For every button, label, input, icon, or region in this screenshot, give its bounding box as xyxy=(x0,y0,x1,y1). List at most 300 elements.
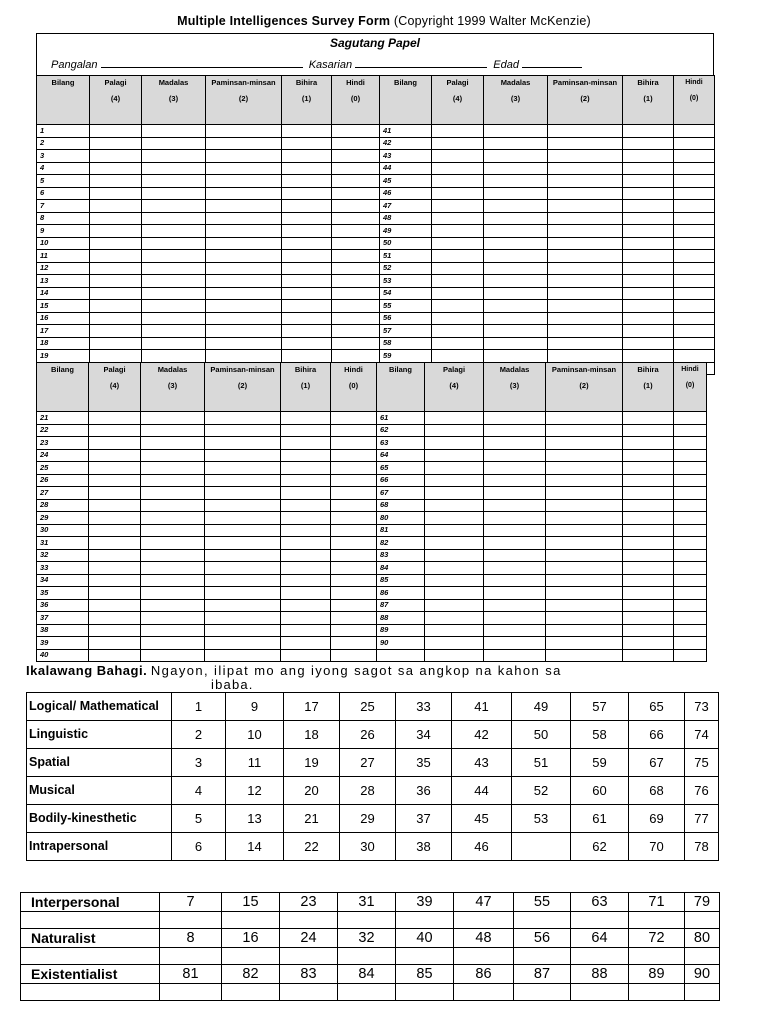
answer-cell[interactable] xyxy=(484,624,546,637)
score-cell[interactable] xyxy=(629,912,685,929)
answer-cell[interactable] xyxy=(206,312,282,325)
answer-cell[interactable] xyxy=(205,562,281,575)
answer-cell[interactable] xyxy=(425,637,484,650)
answer-cell[interactable] xyxy=(281,449,331,462)
answer-cell[interactable] xyxy=(432,300,484,313)
answer-cell[interactable] xyxy=(282,225,332,238)
answer-cell[interactable] xyxy=(432,137,484,150)
answer-cell[interactable] xyxy=(484,587,546,600)
answer-cell[interactable] xyxy=(546,637,623,650)
answer-cell[interactable] xyxy=(432,200,484,213)
answer-cell[interactable] xyxy=(432,312,484,325)
answer-cell[interactable] xyxy=(142,125,206,138)
answer-cell[interactable] xyxy=(332,312,380,325)
answer-cell[interactable] xyxy=(484,225,548,238)
answer-cell[interactable] xyxy=(484,462,546,475)
answer-cell[interactable] xyxy=(142,150,206,163)
answer-cell[interactable] xyxy=(425,449,484,462)
answer-cell[interactable] xyxy=(281,512,331,525)
answer-cell[interactable] xyxy=(484,125,548,138)
answer-cell[interactable] xyxy=(674,225,715,238)
answer-cell[interactable] xyxy=(90,275,142,288)
answer-cell[interactable] xyxy=(674,262,715,275)
score-cell[interactable] xyxy=(396,948,454,965)
answer-cell[interactable] xyxy=(142,187,206,200)
answer-cell[interactable] xyxy=(332,137,380,150)
answer-cell[interactable] xyxy=(674,337,715,350)
answer-cell[interactable] xyxy=(141,574,205,587)
answer-cell[interactable] xyxy=(332,337,380,350)
answer-cell[interactable] xyxy=(623,537,674,550)
answer-cell[interactable] xyxy=(425,599,484,612)
answer-cell[interactable] xyxy=(206,137,282,150)
answer-cell[interactable] xyxy=(282,312,332,325)
answer-cell[interactable] xyxy=(623,474,674,487)
answer-cell[interactable] xyxy=(282,250,332,263)
answer-cell[interactable] xyxy=(142,337,206,350)
answer-cell[interactable] xyxy=(90,175,142,188)
score-cell[interactable] xyxy=(514,948,571,965)
answer-cell[interactable] xyxy=(205,624,281,637)
answer-cell[interactable] xyxy=(281,649,331,662)
score-cell[interactable] xyxy=(160,984,222,1001)
answer-cell[interactable] xyxy=(548,325,623,338)
answer-cell[interactable] xyxy=(623,250,674,263)
answer-cell[interactable] xyxy=(484,449,546,462)
answer-cell[interactable] xyxy=(205,599,281,612)
answer-cell[interactable] xyxy=(206,287,282,300)
answer-cell[interactable] xyxy=(674,649,707,662)
answer-cell[interactable] xyxy=(281,624,331,637)
answer-cell[interactable] xyxy=(484,350,548,363)
answer-cell[interactable] xyxy=(425,499,484,512)
answer-cell[interactable] xyxy=(205,474,281,487)
answer-cell[interactable] xyxy=(89,537,141,550)
answer-cell[interactable] xyxy=(89,499,141,512)
answer-cell[interactable] xyxy=(90,300,142,313)
answer-cell[interactable] xyxy=(141,524,205,537)
answer-cell[interactable] xyxy=(332,225,380,238)
answer-cell[interactable] xyxy=(432,262,484,275)
answer-cell[interactable] xyxy=(623,612,674,625)
answer-cell[interactable] xyxy=(623,225,674,238)
answer-cell[interactable] xyxy=(206,237,282,250)
answer-cell[interactable] xyxy=(142,175,206,188)
answer-cell[interactable] xyxy=(623,125,674,138)
answer-cell[interactable] xyxy=(425,562,484,575)
answer-cell[interactable] xyxy=(674,237,715,250)
score-cell[interactable] xyxy=(571,948,629,965)
answer-cell[interactable] xyxy=(142,350,206,363)
answer-cell[interactable] xyxy=(674,549,707,562)
answer-cell[interactable] xyxy=(205,424,281,437)
answer-cell[interactable] xyxy=(623,212,674,225)
score-cell[interactable] xyxy=(396,984,454,1001)
answer-cell[interactable] xyxy=(484,649,546,662)
answer-cell[interactable] xyxy=(484,275,548,288)
answer-cell[interactable] xyxy=(89,487,141,500)
answer-cell[interactable] xyxy=(623,487,674,500)
answer-cell[interactable] xyxy=(623,350,674,363)
answer-cell[interactable] xyxy=(623,150,674,163)
answer-cell[interactable] xyxy=(331,549,377,562)
score-cell[interactable] xyxy=(629,984,685,1001)
score-cell[interactable] xyxy=(338,948,396,965)
answer-cell[interactable] xyxy=(332,150,380,163)
answer-cell[interactable] xyxy=(546,649,623,662)
answer-cell[interactable] xyxy=(548,187,623,200)
answer-cell[interactable] xyxy=(89,424,141,437)
answer-cell[interactable] xyxy=(548,275,623,288)
answer-cell[interactable] xyxy=(89,449,141,462)
answer-cell[interactable] xyxy=(206,175,282,188)
answer-cell[interactable] xyxy=(282,175,332,188)
answer-cell[interactable] xyxy=(331,649,377,662)
answer-cell[interactable] xyxy=(674,449,707,462)
answer-cell[interactable] xyxy=(623,437,674,450)
answer-cell[interactable] xyxy=(484,150,548,163)
answer-cell[interactable] xyxy=(332,275,380,288)
answer-cell[interactable] xyxy=(332,287,380,300)
answer-cell[interactable] xyxy=(432,337,484,350)
answer-cell[interactable] xyxy=(331,562,377,575)
answer-cell[interactable] xyxy=(425,512,484,525)
answer-cell[interactable] xyxy=(281,574,331,587)
score-cell[interactable] xyxy=(396,912,454,929)
answer-cell[interactable] xyxy=(674,412,707,425)
answer-cell[interactable] xyxy=(205,612,281,625)
answer-cell[interactable] xyxy=(206,212,282,225)
answer-cell[interactable] xyxy=(89,549,141,562)
answer-cell[interactable] xyxy=(484,200,548,213)
score-cell[interactable] xyxy=(280,912,338,929)
answer-cell[interactable] xyxy=(141,437,205,450)
answer-cell[interactable] xyxy=(432,225,484,238)
answer-cell[interactable] xyxy=(331,437,377,450)
answer-cell[interactable] xyxy=(332,300,380,313)
answer-cell[interactable] xyxy=(546,537,623,550)
answer-cell[interactable] xyxy=(623,499,674,512)
answer-cell[interactable] xyxy=(281,549,331,562)
answer-cell[interactable] xyxy=(141,537,205,550)
answer-cell[interactable] xyxy=(142,287,206,300)
answer-cell[interactable] xyxy=(484,162,548,175)
answer-cell[interactable] xyxy=(331,487,377,500)
answer-cell[interactable] xyxy=(484,524,546,537)
answer-cell[interactable] xyxy=(142,262,206,275)
answer-cell[interactable] xyxy=(548,200,623,213)
answer-cell[interactable] xyxy=(548,237,623,250)
answer-cell[interactable] xyxy=(281,637,331,650)
answer-cell[interactable] xyxy=(484,312,548,325)
answer-cell[interactable] xyxy=(331,424,377,437)
answer-cell[interactable] xyxy=(332,175,380,188)
answer-cell[interactable] xyxy=(623,162,674,175)
answer-cell[interactable] xyxy=(89,612,141,625)
answer-cell[interactable] xyxy=(623,237,674,250)
score-cell[interactable] xyxy=(454,984,514,1001)
answer-cell[interactable] xyxy=(206,275,282,288)
answer-cell[interactable] xyxy=(205,637,281,650)
score-cell[interactable] xyxy=(222,984,280,1001)
answer-cell[interactable] xyxy=(89,637,141,650)
answer-cell[interactable] xyxy=(141,474,205,487)
answer-cell[interactable] xyxy=(484,487,546,500)
answer-cell[interactable] xyxy=(331,412,377,425)
answer-cell[interactable] xyxy=(432,162,484,175)
answer-cell[interactable] xyxy=(205,549,281,562)
answer-cell[interactable] xyxy=(432,325,484,338)
answer-cell[interactable] xyxy=(282,300,332,313)
answer-cell[interactable] xyxy=(90,262,142,275)
answer-cell[interactable] xyxy=(205,649,281,662)
answer-cell[interactable] xyxy=(623,262,674,275)
answer-cell[interactable] xyxy=(546,424,623,437)
answer-cell[interactable] xyxy=(142,325,206,338)
answer-cell[interactable] xyxy=(623,599,674,612)
score-cell[interactable] xyxy=(454,948,514,965)
answer-cell[interactable] xyxy=(425,537,484,550)
answer-cell[interactable] xyxy=(546,412,623,425)
answer-cell[interactable] xyxy=(432,125,484,138)
score-cell[interactable] xyxy=(222,912,280,929)
answer-cell[interactable] xyxy=(674,325,715,338)
answer-cell[interactable] xyxy=(332,125,380,138)
answer-cell[interactable] xyxy=(623,512,674,525)
answer-cell[interactable] xyxy=(623,574,674,587)
answer-cell[interactable] xyxy=(142,225,206,238)
answer-cell[interactable] xyxy=(282,137,332,150)
answer-cell[interactable] xyxy=(141,512,205,525)
answer-cell[interactable] xyxy=(623,337,674,350)
answer-cell[interactable] xyxy=(484,562,546,575)
answer-cell[interactable] xyxy=(674,125,715,138)
answer-cell[interactable] xyxy=(89,562,141,575)
answer-cell[interactable] xyxy=(623,325,674,338)
score-cell[interactable] xyxy=(454,912,514,929)
score-cell[interactable] xyxy=(160,912,222,929)
answer-cell[interactable] xyxy=(484,137,548,150)
answer-cell[interactable] xyxy=(484,512,546,525)
answer-cell[interactable] xyxy=(205,462,281,475)
answer-cell[interactable] xyxy=(623,187,674,200)
answer-cell[interactable] xyxy=(674,487,707,500)
answer-cell[interactable] xyxy=(432,237,484,250)
answer-cell[interactable] xyxy=(90,250,142,263)
answer-cell[interactable] xyxy=(674,587,707,600)
answer-cell[interactable] xyxy=(432,150,484,163)
answer-cell[interactable] xyxy=(332,350,380,363)
answer-cell[interactable] xyxy=(674,250,715,263)
answer-cell[interactable] xyxy=(281,524,331,537)
answer-cell[interactable] xyxy=(623,637,674,650)
answer-cell[interactable] xyxy=(623,562,674,575)
answer-cell[interactable] xyxy=(331,462,377,475)
answer-cell[interactable] xyxy=(674,212,715,225)
answer-cell[interactable] xyxy=(89,437,141,450)
answer-cell[interactable] xyxy=(331,449,377,462)
score-cell[interactable] xyxy=(514,912,571,929)
answer-cell[interactable] xyxy=(432,187,484,200)
answer-cell[interactable] xyxy=(332,237,380,250)
answer-cell[interactable] xyxy=(206,325,282,338)
answer-cell[interactable] xyxy=(674,175,715,188)
answer-cell[interactable] xyxy=(281,587,331,600)
answer-cell[interactable] xyxy=(623,424,674,437)
answer-cell[interactable] xyxy=(674,300,715,313)
answer-cell[interactable] xyxy=(484,237,548,250)
answer-cell[interactable] xyxy=(674,462,707,475)
answer-cell[interactable] xyxy=(332,325,380,338)
answer-cell[interactable] xyxy=(548,250,623,263)
score-cell[interactable] xyxy=(222,948,280,965)
answer-cell[interactable] xyxy=(282,287,332,300)
answer-cell[interactable] xyxy=(623,200,674,213)
answer-cell[interactable] xyxy=(90,150,142,163)
answer-cell[interactable] xyxy=(674,624,707,637)
answer-cell[interactable] xyxy=(425,487,484,500)
answer-cell[interactable] xyxy=(90,200,142,213)
answer-cell[interactable] xyxy=(674,637,707,650)
answer-cell[interactable] xyxy=(90,237,142,250)
answer-cell[interactable] xyxy=(89,512,141,525)
answer-cell[interactable] xyxy=(281,412,331,425)
answer-cell[interactable] xyxy=(206,187,282,200)
answer-cell[interactable] xyxy=(90,350,142,363)
answer-cell[interactable] xyxy=(674,524,707,537)
answer-cell[interactable] xyxy=(142,275,206,288)
answer-cell[interactable] xyxy=(205,487,281,500)
answer-cell[interactable] xyxy=(282,200,332,213)
answer-cell[interactable] xyxy=(282,150,332,163)
answer-cell[interactable] xyxy=(674,512,707,525)
answer-cell[interactable] xyxy=(90,287,142,300)
answer-cell[interactable] xyxy=(142,300,206,313)
score-cell[interactable] xyxy=(629,948,685,965)
answer-cell[interactable] xyxy=(89,574,141,587)
answer-cell[interactable] xyxy=(484,437,546,450)
answer-cell[interactable] xyxy=(206,150,282,163)
answer-cell[interactable] xyxy=(674,312,715,325)
answer-cell[interactable] xyxy=(142,312,206,325)
answer-cell[interactable] xyxy=(206,162,282,175)
answer-cell[interactable] xyxy=(206,200,282,213)
answer-cell[interactable] xyxy=(546,574,623,587)
answer-cell[interactable] xyxy=(546,474,623,487)
answer-cell[interactable] xyxy=(623,624,674,637)
answer-cell[interactable] xyxy=(674,474,707,487)
score-cell[interactable] xyxy=(338,912,396,929)
answer-cell[interactable] xyxy=(282,237,332,250)
answer-cell[interactable] xyxy=(141,424,205,437)
answer-cell[interactable] xyxy=(206,125,282,138)
score-cell[interactable] xyxy=(685,984,720,1001)
answer-cell[interactable] xyxy=(141,499,205,512)
answer-cell[interactable] xyxy=(282,325,332,338)
answer-cell[interactable] xyxy=(425,649,484,662)
answer-cell[interactable] xyxy=(548,175,623,188)
answer-cell[interactable] xyxy=(332,212,380,225)
answer-cell[interactable] xyxy=(206,250,282,263)
answer-cell[interactable] xyxy=(674,187,715,200)
answer-cell[interactable] xyxy=(282,212,332,225)
answer-cell[interactable] xyxy=(281,562,331,575)
answer-cell[interactable] xyxy=(90,225,142,238)
answer-cell[interactable] xyxy=(332,262,380,275)
score-cell[interactable] xyxy=(685,948,720,965)
answer-cell[interactable] xyxy=(546,437,623,450)
answer-cell[interactable] xyxy=(623,312,674,325)
answer-cell[interactable] xyxy=(142,212,206,225)
answer-cell[interactable] xyxy=(205,412,281,425)
answer-cell[interactable] xyxy=(89,599,141,612)
answer-cell[interactable] xyxy=(546,624,623,637)
answer-cell[interactable] xyxy=(546,599,623,612)
answer-cell[interactable] xyxy=(484,325,548,338)
answer-cell[interactable] xyxy=(331,537,377,550)
answer-cell[interactable] xyxy=(546,462,623,475)
answer-cell[interactable] xyxy=(548,137,623,150)
answer-cell[interactable] xyxy=(141,562,205,575)
answer-cell[interactable] xyxy=(484,187,548,200)
answer-cell[interactable] xyxy=(332,187,380,200)
answer-cell[interactable] xyxy=(484,574,546,587)
answer-cell[interactable] xyxy=(674,574,707,587)
name-field[interactable] xyxy=(101,56,303,68)
answer-cell[interactable] xyxy=(546,449,623,462)
answer-cell[interactable] xyxy=(546,487,623,500)
answer-cell[interactable] xyxy=(206,350,282,363)
answer-cell[interactable] xyxy=(331,499,377,512)
answer-cell[interactable] xyxy=(142,200,206,213)
answer-cell[interactable] xyxy=(331,512,377,525)
answer-cell[interactable] xyxy=(548,125,623,138)
answer-cell[interactable] xyxy=(484,499,546,512)
answer-cell[interactable] xyxy=(205,574,281,587)
answer-cell[interactable] xyxy=(89,474,141,487)
answer-cell[interactable] xyxy=(331,587,377,600)
score-cell[interactable] xyxy=(160,948,222,965)
answer-cell[interactable] xyxy=(142,137,206,150)
answer-cell[interactable] xyxy=(546,562,623,575)
answer-cell[interactable] xyxy=(281,437,331,450)
answer-cell[interactable] xyxy=(89,412,141,425)
answer-cell[interactable] xyxy=(90,187,142,200)
answer-cell[interactable] xyxy=(548,212,623,225)
answer-cell[interactable] xyxy=(484,175,548,188)
answer-cell[interactable] xyxy=(89,649,141,662)
answer-cell[interactable] xyxy=(484,287,548,300)
answer-cell[interactable] xyxy=(332,162,380,175)
answer-cell[interactable] xyxy=(141,649,205,662)
answer-cell[interactable] xyxy=(674,562,707,575)
answer-cell[interactable] xyxy=(332,200,380,213)
answer-cell[interactable] xyxy=(548,150,623,163)
answer-cell[interactable] xyxy=(484,549,546,562)
answer-cell[interactable] xyxy=(89,462,141,475)
answer-cell[interactable] xyxy=(90,137,142,150)
answer-cell[interactable] xyxy=(674,537,707,550)
answer-cell[interactable] xyxy=(546,549,623,562)
score-cell[interactable] xyxy=(685,912,720,929)
answer-cell[interactable] xyxy=(205,587,281,600)
answer-cell[interactable] xyxy=(623,587,674,600)
answer-cell[interactable] xyxy=(331,574,377,587)
answer-cell[interactable] xyxy=(281,599,331,612)
answer-cell[interactable] xyxy=(674,150,715,163)
answer-cell[interactable] xyxy=(484,474,546,487)
answer-cell[interactable] xyxy=(425,574,484,587)
